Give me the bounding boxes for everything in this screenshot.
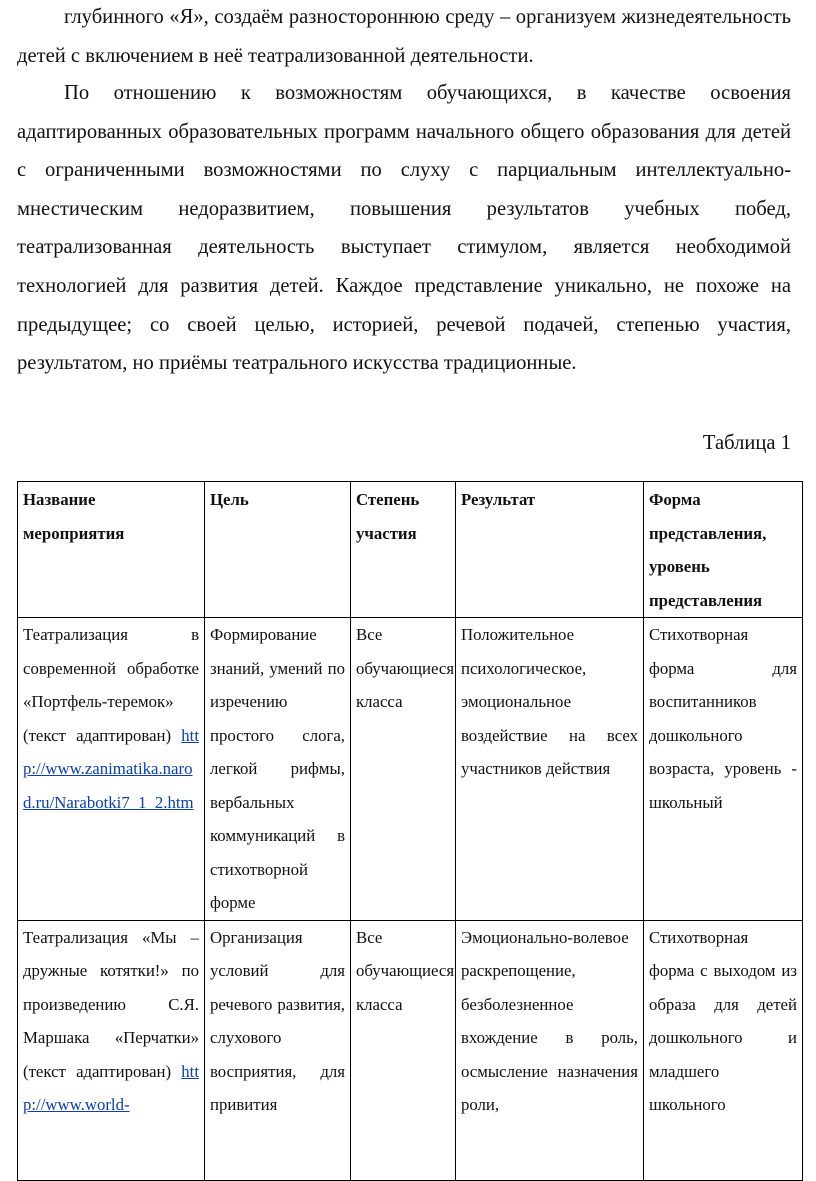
- table-row: [18, 920, 803, 1180]
- table-row: [18, 618, 803, 921]
- header-goal: Цель: [205, 482, 351, 618]
- table-caption: Таблица 1: [702, 432, 791, 454]
- cell-goal: Формирование знаний, умений по изречению простого слога, легкой рифмы, вербальных коммуникаций в стихотворной форме: [205, 618, 351, 921]
- cell-goal: Организация условий для речевого развития, слухового восприятия, для привития: [205, 920, 351, 1180]
- header-form: Форма представления, уровень представления: [644, 482, 803, 618]
- table-header-row: [18, 482, 803, 618]
- event-name-text: Театрализация в современной обработке «Портфель-теремок» (текст адаптирован): [23, 625, 199, 745]
- cell-result: Эмоционально-волевое раскрепощение, безболезненное вхождение в роль, осмысление назначения роли,: [456, 920, 644, 1180]
- event-name-text: Театрализация «Мы – дружные котятки!» по произведению С.Я. Маршака «Перчатки» (текст адаптирован): [23, 927, 199, 1081]
- cell-event-name: [18, 920, 205, 1180]
- cell-form: Стихотворная форма для воспитанников дошкольного возраста, уровень - школьный: [644, 618, 803, 921]
- cell-participation: Все обучающиеся класса: [351, 920, 456, 1180]
- header-result: Результат: [456, 482, 644, 618]
- cell-form: Стихотворная форма с выходом из образа для детей дошкольного и младшего школьного: [644, 920, 803, 1180]
- cell-result: Положительное психологическое, эмоциональное воздействие на всех участников действия: [456, 618, 644, 921]
- paragraph-1: глубинного «Я», создаём разностороннюю среду – организуем жизнедеятельность детей с включением в неё театрализованной деятельности.: [17, 6, 791, 67]
- event-link[interactable]: http://www.zanimatika.narod.ru/Narabotki7_1_2.htm: [23, 725, 199, 812]
- events-table: [17, 481, 803, 1181]
- cell-event-name: [18, 618, 205, 921]
- event-link[interactable]: http://www.world-: [23, 1061, 199, 1114]
- cell-participation: Все обучающиеся класса: [351, 618, 456, 921]
- header-event-name: Название мероприятия: [18, 482, 205, 618]
- header-participation: Степень участия: [351, 482, 456, 618]
- paragraph-2: По отношению к возможностям обучающихся, в качестве освоения адаптированных образовательных программ начального общего образования для детей с ограниченными возможностями по слуху с парциальным интеллектуально-мнестическим недоразвитием, повышения результатов учебных побед, театрализованная деятельность выступает стимулом, является необходимой технологией для развития детей. Каждое представление уникально, не похоже на предыдущее; со своей целью, историей, речевой подачей, степенью участия, результатом, но приёмы театрального искусства традиционные.: [17, 82, 791, 375]
